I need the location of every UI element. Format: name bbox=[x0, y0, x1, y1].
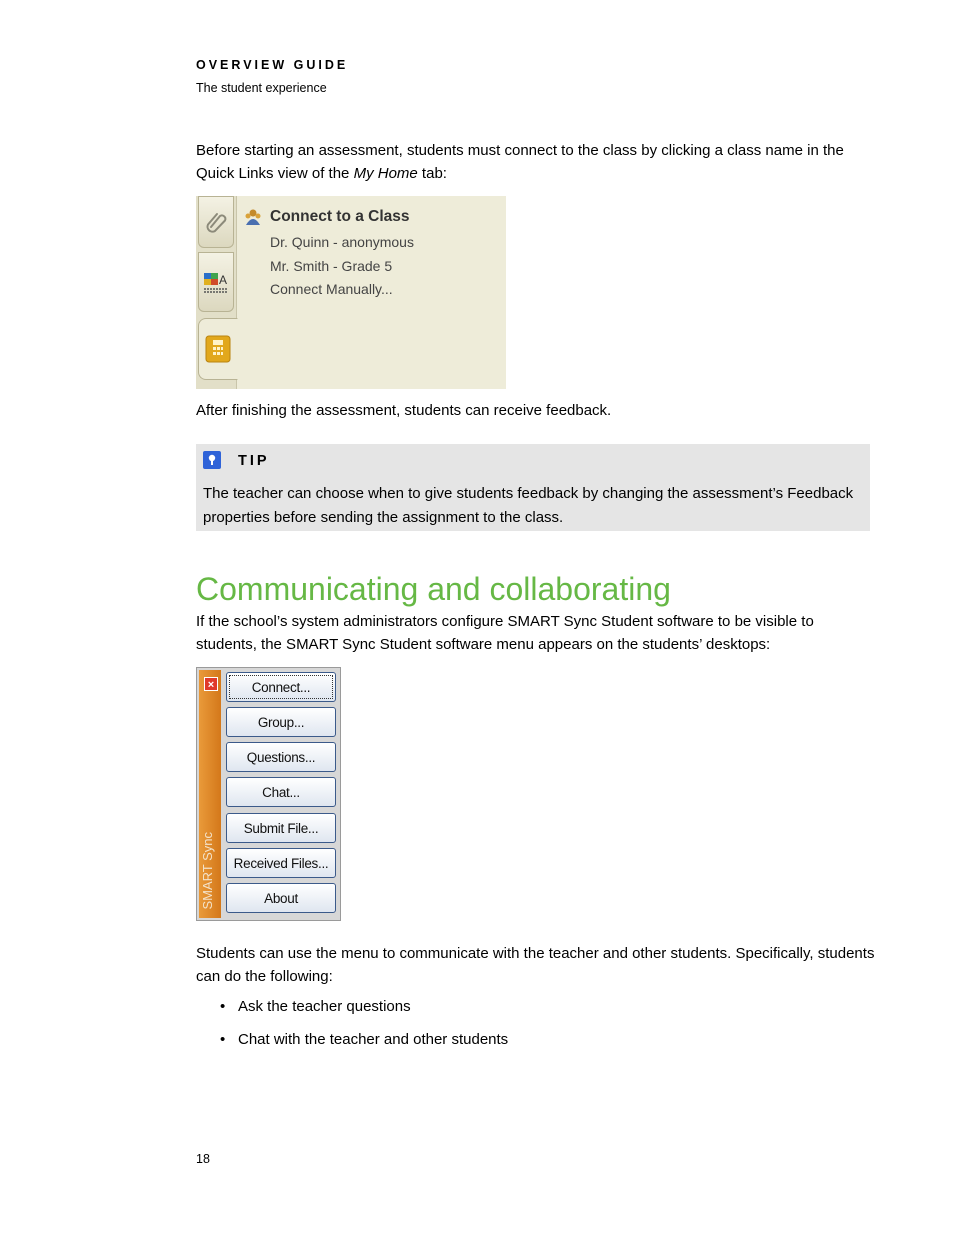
svg-text:A: A bbox=[219, 273, 228, 287]
usage-text: Students can use the menu to communicate with the teacher and other students. Specifically, students can do the following: bbox=[196, 945, 875, 985]
quick-links-screenshot bbox=[196, 196, 506, 389]
intro-paragraph: Before starting an assessment, students must connect to the class by clicking a class name in the Quick Links view of the My Home tab: bbox=[196, 142, 844, 182]
submit-file-button[interactable]: Submit File... bbox=[226, 813, 336, 843]
list-item: • Chat with the teacher and other students bbox=[220, 1031, 509, 1048]
class-link-mr-smith[interactable]: Mr. Smith - Grade 5 bbox=[270, 258, 393, 274]
lightbulb-icon bbox=[203, 451, 221, 469]
list-item: • Ask the teacher questions bbox=[220, 998, 411, 1015]
received-files-button[interactable]: Received Files... bbox=[226, 848, 336, 878]
palette-tab[interactable] bbox=[198, 252, 234, 312]
smart-sync-menu bbox=[196, 667, 341, 921]
questions-button[interactable]: Questions... bbox=[226, 742, 336, 772]
class-people-icon bbox=[244, 208, 262, 226]
section-intro-text: If the school’s system administrators configure SMART Sync Student software to be visible to students, the SMART Sync Student software menu appears on the students’ desktops: bbox=[196, 613, 814, 653]
smart-sync-bar-label: SMART Sync bbox=[200, 832, 215, 910]
tip-label: TIP bbox=[238, 453, 270, 469]
page-number: 18 bbox=[196, 1152, 210, 1166]
paperclip-tab[interactable] bbox=[198, 196, 234, 248]
guide-title: OVERVIEW GUIDE bbox=[196, 58, 349, 72]
smart-sync-side-bar bbox=[199, 670, 221, 918]
my-home-tab[interactable] bbox=[198, 318, 238, 380]
close-icon[interactable]: × bbox=[204, 677, 218, 691]
section-subtitle: The student experience bbox=[196, 81, 327, 95]
quick-links-tab-strip bbox=[196, 196, 237, 389]
connect-manually-link[interactable]: Connect Manually... bbox=[270, 281, 393, 297]
tip-box bbox=[196, 444, 870, 531]
about-button[interactable]: About bbox=[226, 883, 336, 913]
group-button[interactable]: Group... bbox=[226, 707, 336, 737]
section-heading: Communicating and collaborating bbox=[196, 571, 671, 607]
class-link-dr-quinn[interactable]: Dr. Quinn - anonymous bbox=[270, 234, 414, 250]
paperclip-icon bbox=[203, 209, 229, 235]
chat-button[interactable]: Chat... bbox=[226, 777, 336, 807]
palette-icon bbox=[202, 269, 230, 295]
my-home-emphasis: My Home bbox=[353, 165, 418, 182]
connect-to-class-heading: Connect to a Class bbox=[244, 208, 410, 226]
after-assessment-text: After finishing the assessment, students can receive feedback. bbox=[196, 402, 612, 419]
calculator-icon bbox=[205, 335, 231, 363]
tip-text: The teacher can choose when to give students feedback by changing the assessment’s Feedback properties before sending the assignment to the class. bbox=[203, 485, 854, 526]
connect-button[interactable]: Connect... bbox=[226, 672, 336, 702]
